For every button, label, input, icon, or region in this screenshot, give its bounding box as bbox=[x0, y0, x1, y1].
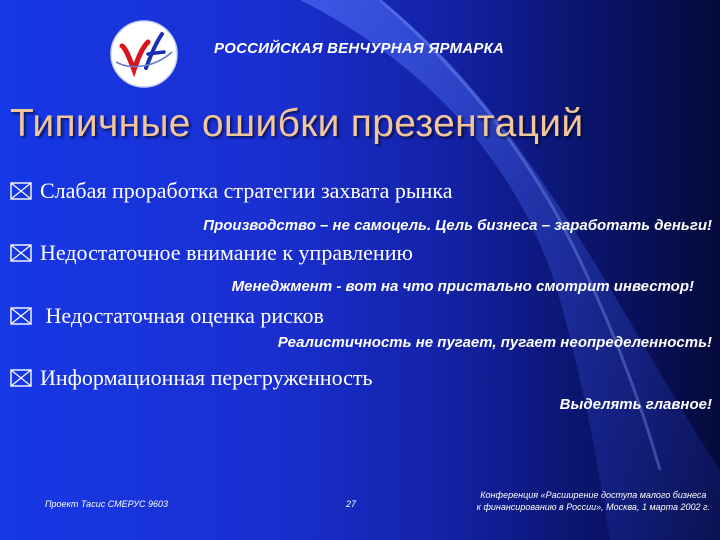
slide-title: Типичные ошибки презентаций bbox=[10, 102, 584, 145]
envelope-icon bbox=[10, 182, 32, 200]
envelope-icon bbox=[10, 244, 32, 262]
bullet-note: Реалистичность не пугает, пугает неопределенность! bbox=[277, 334, 712, 351]
footer-conference bbox=[477, 489, 710, 513]
bullet-text: Недостаточное внимание к управлению bbox=[40, 240, 413, 265]
bullet-note: Менеджмент - вот на что пристально смотрит инвестор! bbox=[231, 278, 694, 295]
bullet-item bbox=[10, 365, 373, 391]
envelope-icon bbox=[10, 307, 32, 325]
footer-project: Проект Тасис СМЕРУС 9603 bbox=[45, 499, 168, 509]
conference-header: РОССИЙСКАЯ ВЕНЧУРНАЯ ЯРМАРКА bbox=[214, 40, 505, 57]
bullet-text: Слабая проработка стратегии захвата рынка bbox=[40, 178, 453, 203]
bullet-note: Производство – не самоцель. Цель бизнеса – заработать деньги! bbox=[203, 217, 712, 234]
footer-conference-line2: к финансированию в России», Москва, 1 марта 2002 г. bbox=[476, 502, 710, 512]
bullet-text: Информационная перегруженность bbox=[40, 365, 373, 390]
footer-conference-line1: Конференция «Расширение доступа малого бизнеса bbox=[480, 490, 707, 500]
vf-logo bbox=[108, 18, 180, 90]
page-number: 27 bbox=[346, 499, 357, 509]
bullet-note: Выделять главное! bbox=[559, 396, 712, 413]
bullet-text: Недостаточная оценка рисков bbox=[40, 303, 324, 328]
envelope-icon bbox=[10, 369, 32, 387]
bullet-item bbox=[10, 240, 413, 266]
bullet-item bbox=[10, 178, 453, 204]
bullet-item bbox=[10, 303, 324, 329]
